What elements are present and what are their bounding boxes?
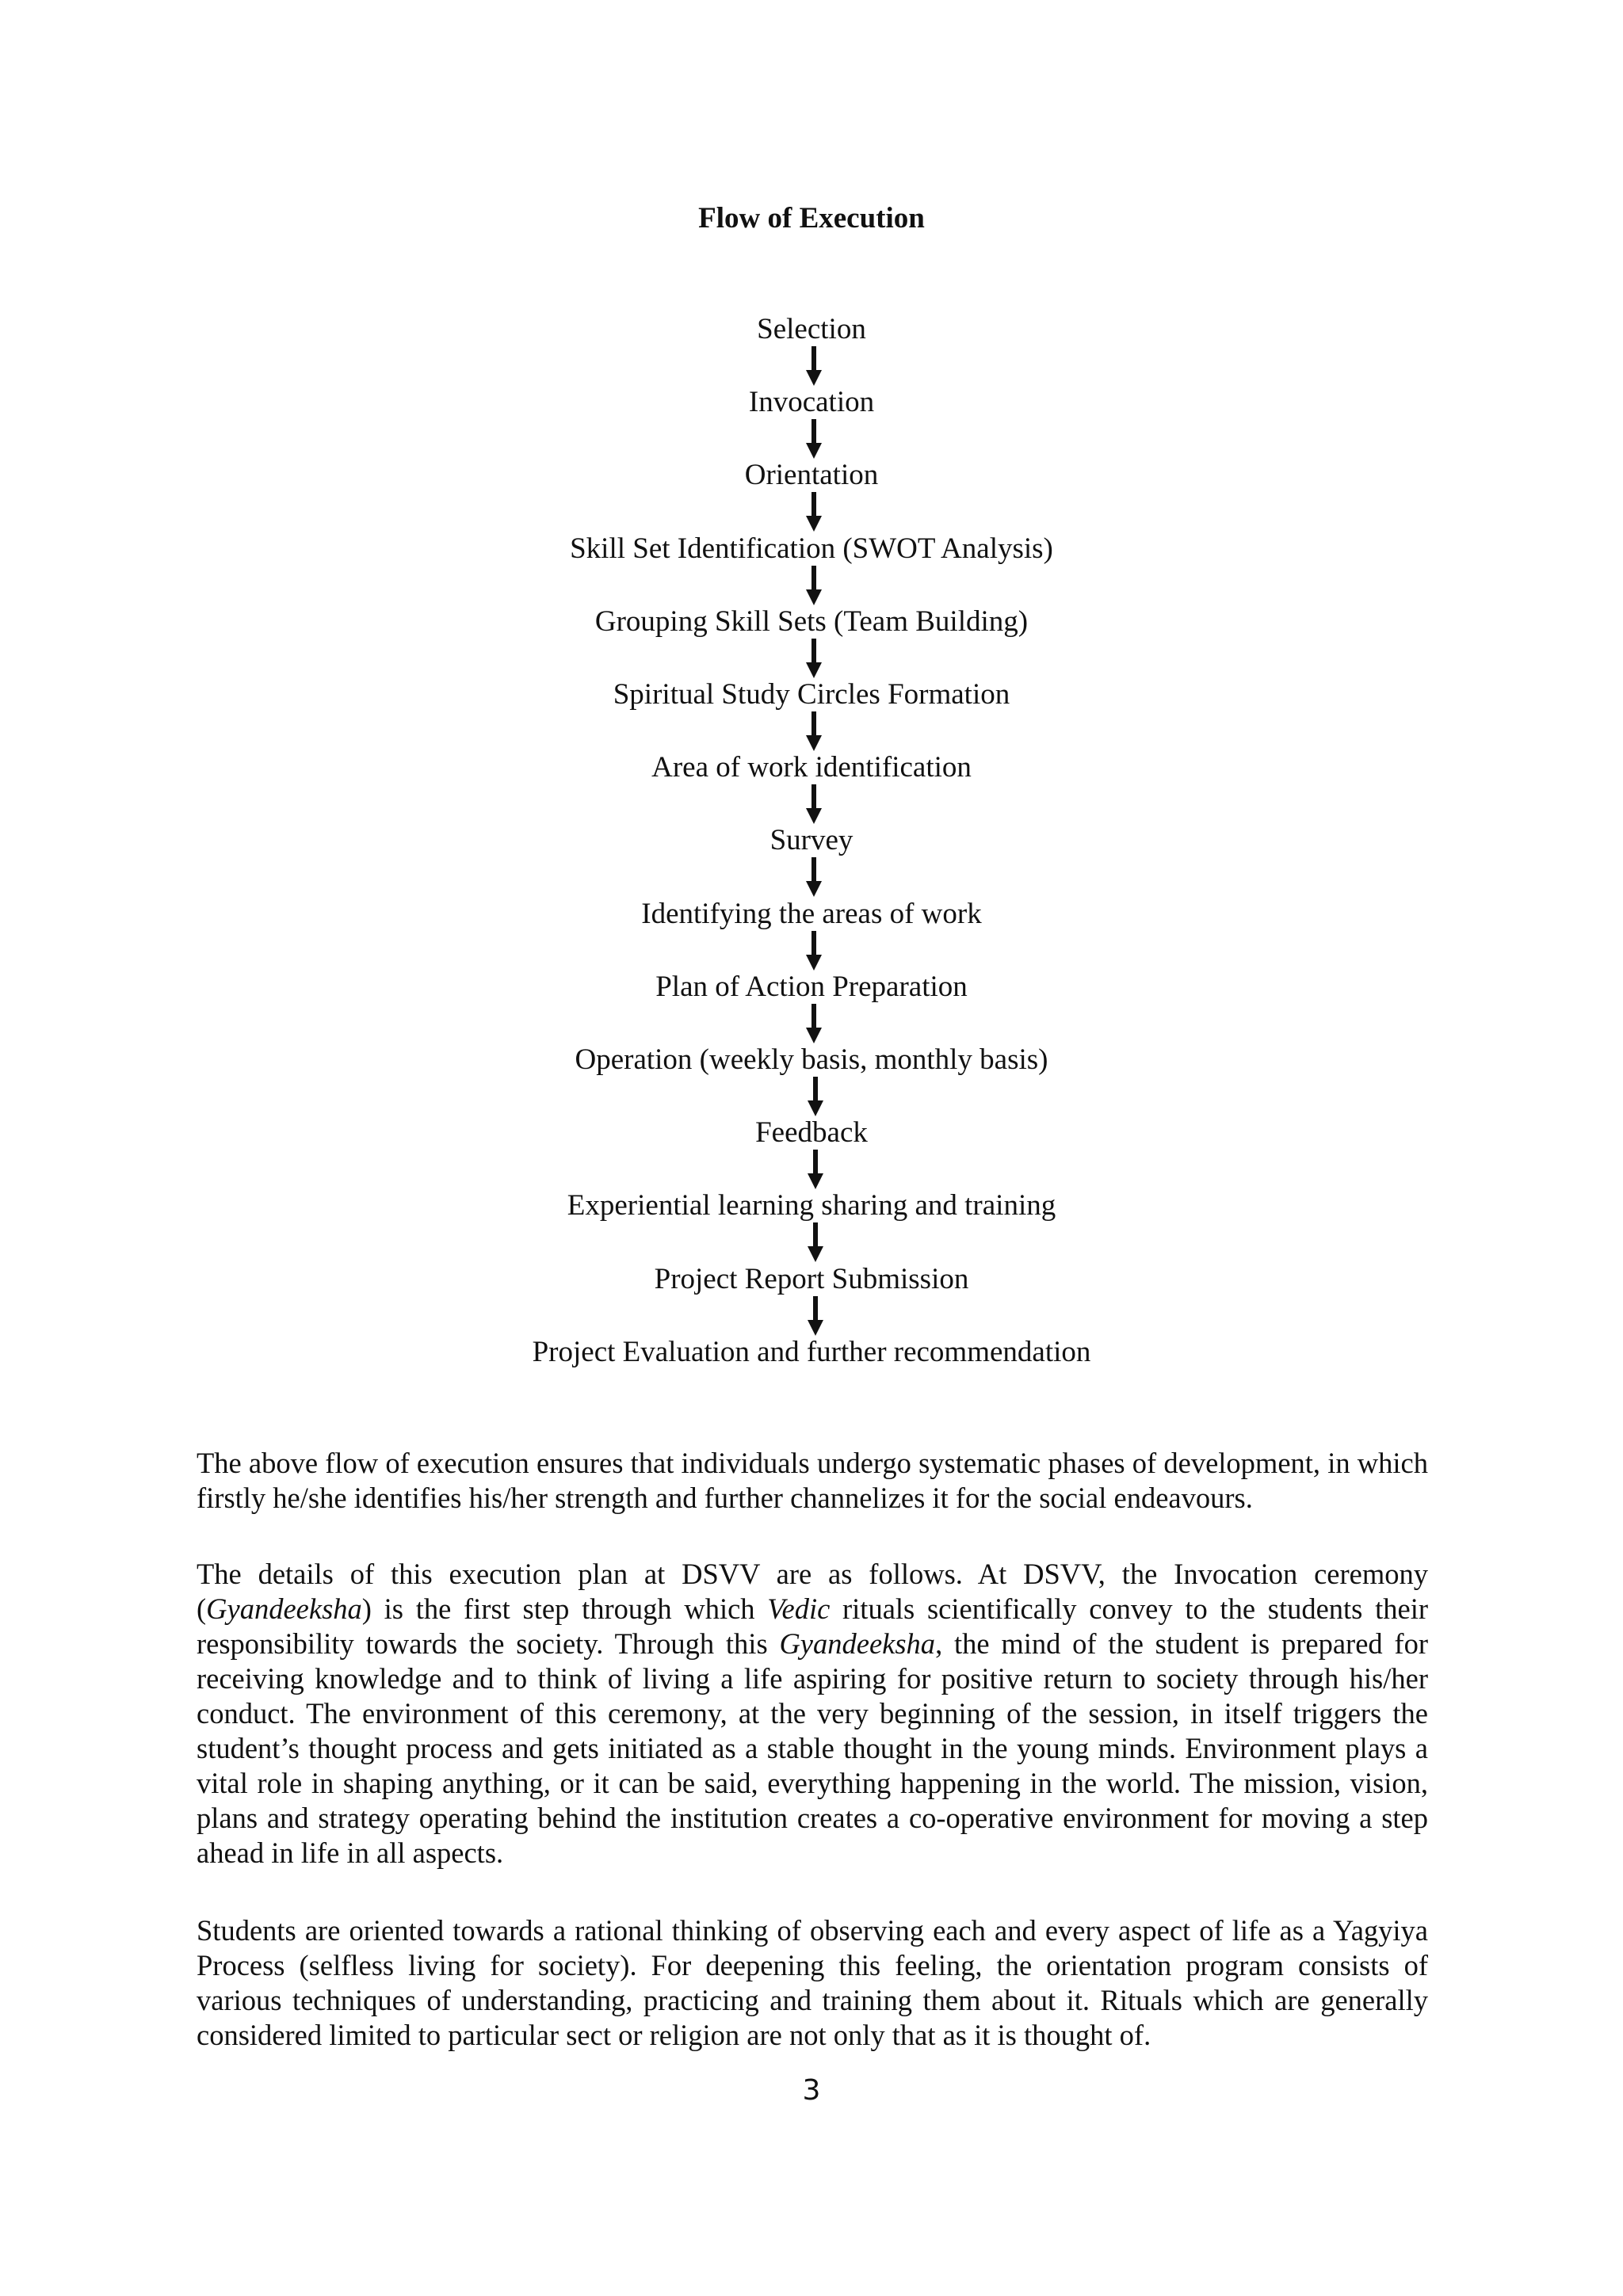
flow-step: Feedback	[755, 1116, 868, 1150]
down-arrow-icon	[807, 1150, 824, 1189]
down-arrow-icon	[805, 492, 823, 532]
paragraph-text: rituals scientifically convey to the students their responsibility towards the society. Through this	[197, 1592, 1428, 1660]
paragraph-text: , the mind of the student is prepared for receiving knowledge and to think of living a life aspiring for positive return to society through his/her conduct. The environment of this ceremony, at the very beginning of the session, in itself triggers the student’s thought process and gets initiated as a stable thought in the young minds. Environment plays a vital role in shaping anything, or it can be said, everything happening in the world. The mission, vision, plans and strategy operating behind the institution creates a co-operative environment for moving a step ahead in life in all aspects.	[197, 1627, 1428, 1869]
page-number: 3	[802, 2074, 821, 2107]
down-arrow-icon	[805, 419, 823, 459]
down-arrow-icon	[805, 346, 823, 386]
paragraph-text: ) is the first step through which	[361, 1592, 768, 1625]
down-arrow-icon	[807, 1077, 824, 1116]
flow-step: Selection	[757, 313, 866, 345]
flow-step: Grouping Skill Sets (Team Building)	[594, 605, 1029, 638]
paragraph-flow-summary: The above flow of execution ensures that individuals undergo systematic phases of development, in which firstly he/she identifies his/her strength and further channelizes it for the social endeavours.	[197, 1447, 1428, 1514]
term-gyandeeksha: Gyandeeksha	[779, 1627, 936, 1660]
term-vedic: Vedic	[767, 1592, 831, 1625]
paragraph-orientation: Students are oriented towards a rational thinking of observing each and every aspect of life as a Yagyiya Process (selfless living for society). For deepening this feeling, the orientation program consists of various techniques of understanding, practicing and training them about it. Rituals which are generally considered limited to particular sect or religion are not only that as it is thought of.	[197, 1914, 1428, 2051]
down-arrow-icon	[805, 711, 823, 751]
flow-step: Invocation	[748, 386, 875, 419]
term-gyandeeksha: Gyandeeksha	[206, 1592, 362, 1625]
flow-step: Operation (weekly basis, monthly basis)	[575, 1043, 1048, 1076]
page-title: Flow of Execution	[698, 202, 925, 235]
flow-step: Skill Set Identification (SWOT Analysis)	[570, 532, 1053, 565]
down-arrow-icon	[807, 1222, 824, 1262]
flow-step: Plan of Action Preparation	[655, 970, 968, 1003]
flow-step: Spiritual Study Circles Formation	[613, 678, 1010, 711]
down-arrow-icon	[805, 566, 823, 605]
flow-step: Survey	[769, 824, 854, 857]
paragraph-execution-details	[197, 1557, 1428, 1871]
flow-step: Identifying the areas of work	[641, 897, 982, 930]
paragraph-text: The details of this execution plan at DSVV are as follows. At DSVV, the Invocation ceremony (	[197, 1558, 1428, 1625]
flow-step: Project Report Submission	[654, 1262, 969, 1295]
down-arrow-icon	[805, 639, 823, 678]
down-arrow-icon	[805, 784, 823, 824]
down-arrow-icon	[805, 857, 823, 897]
flow-step: Project Evaluation and further recommendation	[532, 1335, 1091, 1368]
down-arrow-icon	[805, 1004, 823, 1043]
flow-step: Area of work identification	[651, 751, 972, 784]
flow-step: Experiential learning sharing and training	[567, 1189, 1056, 1222]
down-arrow-icon	[807, 1296, 824, 1336]
down-arrow-icon	[805, 931, 823, 971]
flow-step: Orientation	[744, 459, 879, 492]
